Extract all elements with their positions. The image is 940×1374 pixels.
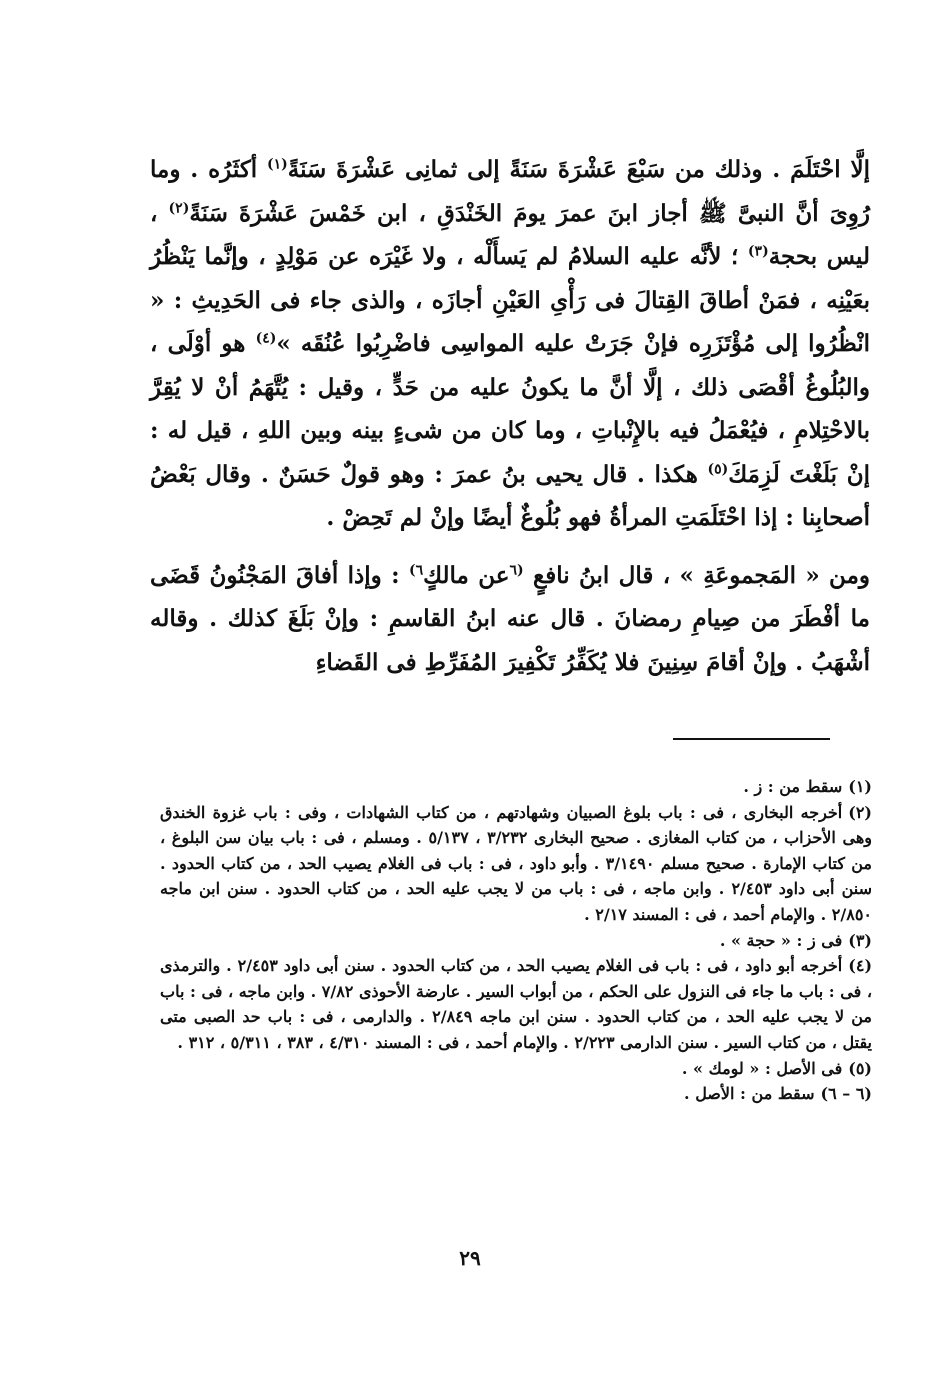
footnotes [160, 774, 872, 1107]
paragraph-text: هكذا . قال يحيى بنُ عمرَ : وهو قولٌ حَسَنٌ . وقال بَعْضُ أصحابِنا : إذا احْتَلَمَتِ المرأةُ فهو بُلُوغٌ أيضًا وإنْ لم تَحِضْ . [150, 460, 870, 531]
paragraph-text: ، ليس بحجة [150, 199, 870, 270]
footnote-5 [160, 1056, 872, 1082]
paragraph-text: عن مالكٍ [423, 561, 510, 589]
paragraph-text: إلَّا احْتَلَمَ . وذلك من سَبْعَ عَشْرَةَ سَنَةً إلى ثمانِى عَشْرَةَ سَنَةً [287, 156, 870, 183]
footnote-number: (٣) [848, 930, 872, 950]
footnote-text: سقط من : ز . [743, 777, 843, 796]
footnote-separator [673, 738, 830, 740]
paragraph-text: ومن « المَجموعَةِ » ، قال ابنُ نافعٍ [523, 561, 870, 589]
page-number: ٢٩ [459, 1246, 481, 1270]
footnote-2 [160, 800, 872, 928]
footnote-ref-1: (١) [267, 156, 288, 173]
footnote-ref-2: (٢) [168, 199, 190, 216]
footnote-number: (٢) [848, 802, 872, 822]
footnote-text: أخرجه البخارى ، فى : باب بلوغ الصبيان وشهادتهم ، من كتاب الشهادات ، وفى : باب غزوة الخندق وهى الأحزاب ، من كتاب المغازى . صحيح البخارى ٣/٢٣٢ ، ٥/١٣٧ . ومسلم ، فى : باب بيان سن البلوغ ، من كتاب الإمارة . صحيح مسلم ٣/١٤٩٠ . وأبو داود ، فى : باب فى الغلام يصيب الحد ، من كتاب الحدود . سنن أبى داود ٢/٤٥٣ . وابن ماجه ، فى : باب من لا يجب عليه الحد ، من كتاب الحدود . سنن ابن ماجه ٢/٨٥٠ . والإمام أحمد ، فى : المسند ٢/١٧ . [160, 802, 873, 924]
footnote-number: (٦ – ٦) [820, 1084, 872, 1104]
footnote-text: فى ز : « حجة » . [719, 930, 843, 950]
footnote-ref-4: (٤) [255, 330, 277, 347]
paragraph-text: : وإذا أفاقَ المَجْنُونُ قَضَى ما أفْطَرَ من صِيامِ رمضانَ . قال عنه ابنُ القاسمِ : وإنْ بَلَغَ كذلك . وقاله أشْهَبُ . وإنْ أقامَ سِنِينَ فلا يُكَفِّرُ تَكْفِيرَ المُفَرِّطِ فى القَضاءِ [150, 561, 870, 676]
footnote-text: أخرجه أبو داود ، فى : باب فى الغلام يصيب الحد ، من كتاب الحدود . سنن أبى داود ٢/٤٥٣ . والترمذى ، فى : باب ما جاء فى النزول على الحكم ، من أبواب السير . عارضة الأحوذى ٧/٨٢ . وابن ماجه ، فى : باب من لا يجب عليه الحد ، من كتاب الحدود . سنن ابن ماجه ٢/٨٤٩ . والدارمى ، فى : باب حد الصبى متى يقتل ، من كتاب السير . سنن الدارمى ٢/٢٢٣ . والإمام أحمد ، فى : المسند ٤/٣١٠ ، ٣٨٣ ، ٥/٣١١ ، ٣١٢ . [160, 956, 873, 1052]
footnote-ref-6-end: ٦) [409, 561, 424, 578]
footnote-number: (١) [848, 777, 872, 796]
paragraph-text: أكثَرُه . وما رُوِىَ أنَّ النبىَّ ﷺ أجاز ابنَ عمرَ يومَ الخَنْدَقِ ، ابن خَمْسَ عَشْرَةَ سَنَةً [150, 156, 870, 227]
footnote-1 [160, 774, 872, 800]
paragraph-text: ؛ لأنَّه عليه السلامُ لم يَسأَلْه ، ولا غَيْرَه عن مَوْلِدٍ ، وإنَّما يَنْظُرُ بعَيْنِه ، فمَنْ أطاقَ القِتالَ فى رَأْىِ العَيْنِ أجازَه ، والذى جاء فى الحَدِيثِ : « انْظُرُوا إلى مُؤْتَزَرِه فإنْ جَرَتْ عليه المواسِى فاضْرِبُوا عُنُقَه » [150, 243, 870, 357]
footnote-3 [160, 928, 872, 954]
footnote-ref-6-start: (٦ [509, 561, 524, 578]
footnote-ref-5: (٥) [707, 460, 729, 477]
footnote-6 [160, 1081, 872, 1107]
paragraph-text: هو أوْلَى ، والبُلُوغُ أقْصَى ذلك ، إلَّا أنَّ ما يكونُ عليه من حَدٍّ ، وقيل : يُتَّهَمُ أنْ لا يُقِرَّ بالاحْتِلامِ ، فيُعْمَلُ فيه بالإِنْباتِ ، وما كان من شىءٍ بينه وبين اللهِ ، قيل له : إنْ بَلَغْتَ لَزِمَكَ [150, 330, 870, 488]
main-paragraph-1 [150, 148, 870, 540]
footnote-ref-3: (٣) [747, 243, 769, 260]
footnote-number: (٤) [848, 956, 873, 976]
footnote-number: (٥) [848, 1058, 872, 1078]
footnote-4 [160, 953, 872, 1055]
footnote-text: سقط من : الأصل . [684, 1084, 815, 1104]
main-paragraph-2 [150, 554, 870, 685]
main-text [150, 148, 870, 684]
footnote-text: فى الأصل : « لومك » . [681, 1058, 843, 1078]
